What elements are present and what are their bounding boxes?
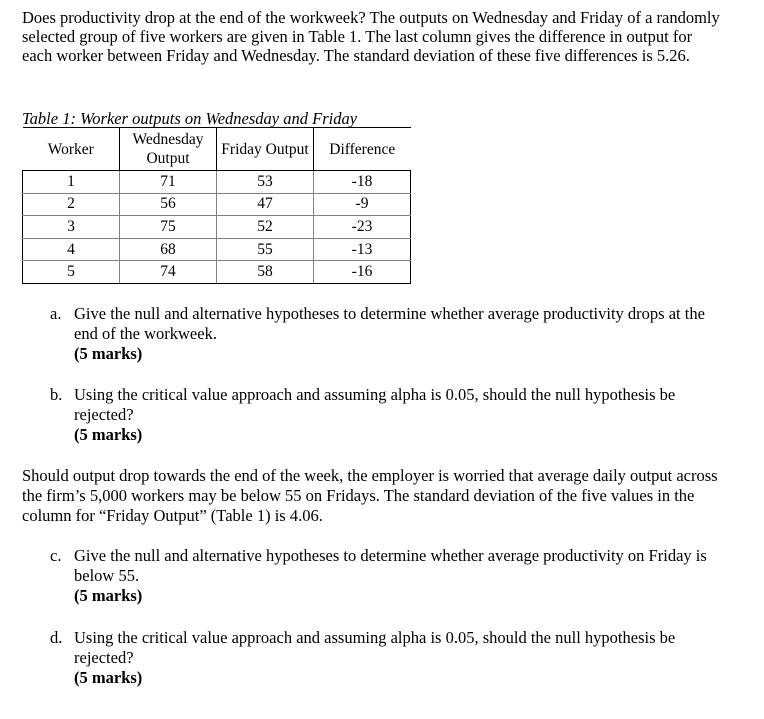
cell-wednesday: 74 [120,261,217,284]
cell-friday: 52 [217,216,314,239]
table-row [23,261,411,284]
table-header-row [23,128,411,171]
intro-paragraph: Does productivity drop at the end of the workweek? The outputs on Wednesday and Friday of a randomly selected group of five workers are given in Table 1. The last column gives the difference in output for each worker between Friday and Wednesday. The standard deviation of these five differences is 5.26. [22,8,720,65]
question-letter: d. [50,628,63,647]
cell-difference: -18 [314,171,411,194]
table-caption: Table 1: Worker outputs on Wednesday and Friday [22,109,358,128]
cell-difference: -9 [314,193,411,216]
cell-friday: 53 [217,171,314,194]
header-worker: Worker [23,128,120,171]
cell-wednesday: 75 [120,216,217,239]
cell-difference: -13 [314,238,411,261]
question-d [50,628,730,688]
table-row [23,171,411,194]
question-letter: b. [50,385,63,404]
cell-worker: 4 [23,238,120,261]
question-text: Using the critical value approach and assuming alpha is 0.05, should the null hypothesis be rejected? [74,628,676,667]
header-difference: Difference [314,128,411,171]
question-marks: (5 marks) [74,586,143,605]
middle-paragraph: Should output drop towards the end of the week, the employer is worried that average daily output across the firm’s 5,000 workers may be below 55 on Fridays. The standard deviation of the five values in the column for “Friday Output” (Table 1) is 4.06. [22,466,718,525]
question-marks: (5 marks) [74,668,143,687]
cell-friday: 55 [217,238,314,261]
question-marks: (5 marks) [74,425,143,444]
cell-friday: 47 [217,193,314,216]
question-text: Give the null and alternative hypotheses to determine whether average productivity drops at the end of the workweek. [74,304,705,343]
question-letter: c. [50,546,62,565]
cell-worker: 1 [23,171,120,194]
cell-wednesday: 56 [120,193,217,216]
question-a [50,304,730,364]
question-text: Give the null and alternative hypotheses to determine whether average productivity on Friday is below 55. [74,546,707,585]
cell-wednesday: 71 [120,171,217,194]
table-row [23,193,411,216]
cell-worker: 2 [23,193,120,216]
question-c [50,546,730,606]
cell-worker: 3 [23,216,120,239]
question-b [50,385,730,445]
table-row [23,216,411,239]
cell-wednesday: 68 [120,238,217,261]
header-friday-output: Friday Output [217,128,314,171]
worker-output-table [22,127,411,284]
table-row [23,238,411,261]
question-text: Using the critical value approach and assuming alpha is 0.05, should the null hypothesis be rejected? [74,385,676,424]
cell-difference: -23 [314,216,411,239]
cell-difference: -16 [314,261,411,284]
question-letter: a. [50,304,62,323]
header-wednesday-output: Wednesday Output [120,128,217,171]
question-marks: (5 marks) [74,344,143,363]
cell-friday: 58 [217,261,314,284]
cell-worker: 5 [23,261,120,284]
